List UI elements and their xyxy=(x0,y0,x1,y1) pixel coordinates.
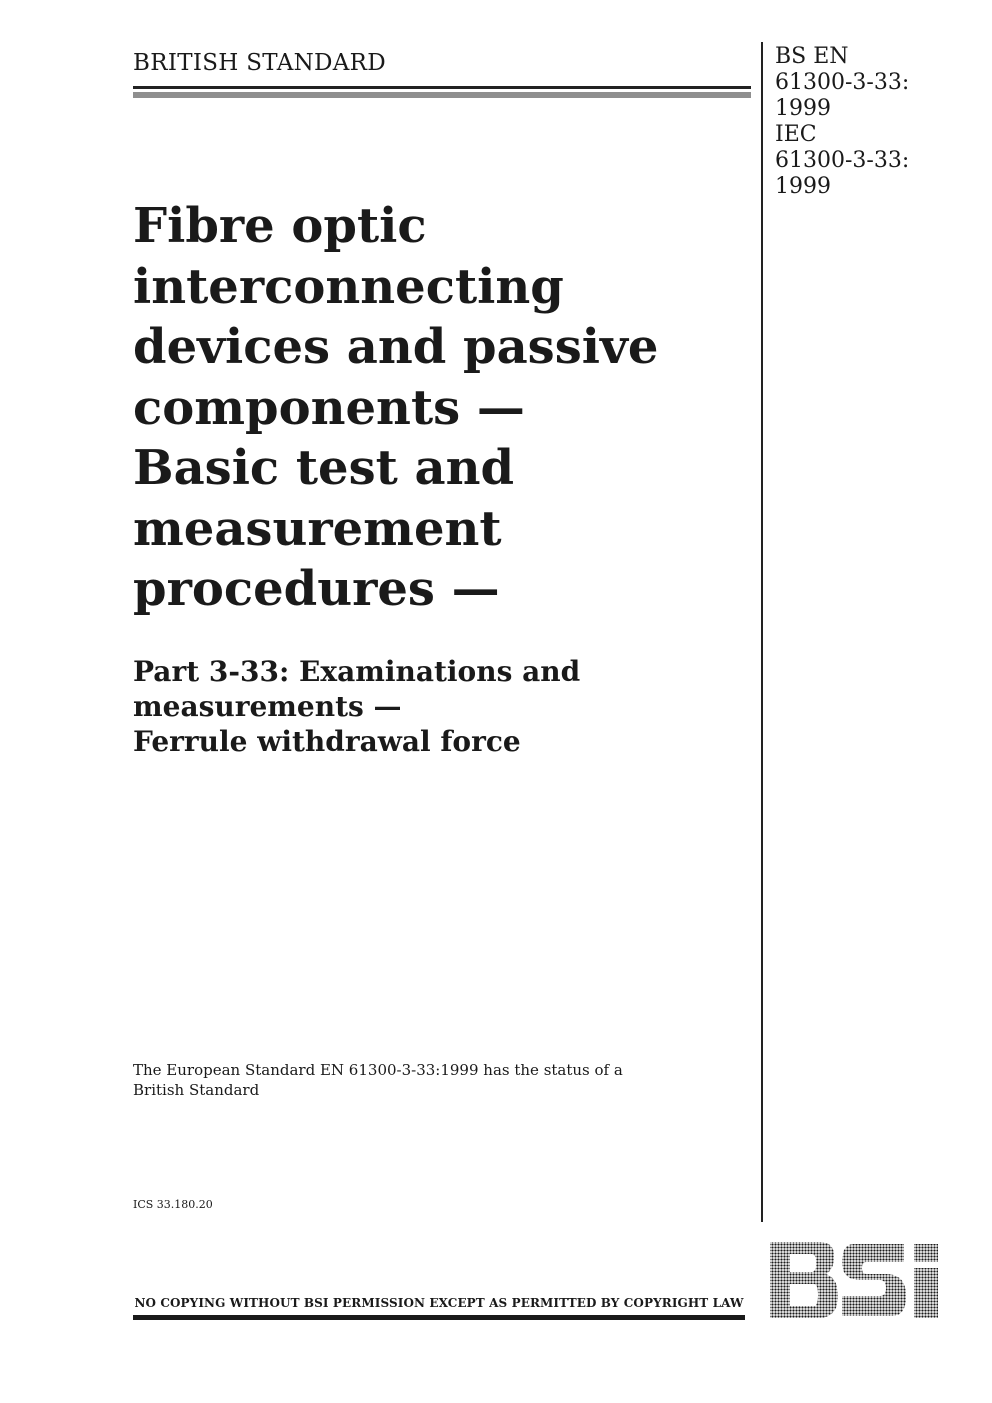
standard-id-line: BS EN xyxy=(775,44,849,69)
status-note-line: British Standard xyxy=(133,1081,260,1099)
title-line: interconnecting xyxy=(133,258,564,315)
standard-identifiers xyxy=(775,44,909,200)
publication-type-label: BRITISH STANDARD xyxy=(133,50,387,76)
title-line: procedures — xyxy=(133,561,500,617)
margin-divider xyxy=(761,42,763,1222)
part-line: Ferrule withdrawal force xyxy=(133,725,521,758)
part-line: Part 3-33: Examinations and xyxy=(133,655,581,688)
header-rule xyxy=(133,86,751,100)
status-note-line: The European Standard EN 61300-3-33:1999 has the status of a xyxy=(133,1061,623,1079)
status-note xyxy=(133,1060,693,1100)
part-line: measurements — xyxy=(133,690,402,723)
standard-id-line: 61300-3-33: xyxy=(775,148,910,173)
header-rule-thick xyxy=(133,92,751,98)
document-title xyxy=(133,196,753,620)
header-rule-thin xyxy=(133,86,751,89)
bsi-logo-icon xyxy=(768,1240,946,1320)
title-line: measurement xyxy=(133,500,502,557)
title-line: components — xyxy=(133,379,525,436)
standard-id-line: 1999 xyxy=(775,96,831,121)
title-line: Basic test and xyxy=(133,440,515,496)
part-subtitle xyxy=(133,654,753,759)
copyright-notice: NO COPYING WITHOUT BSI PERMISSION EXCEPT AS PERMITTED BY COPYRIGHT LAW xyxy=(134,1296,744,1310)
title-line: devices and passive xyxy=(133,319,659,375)
footer-rule xyxy=(133,1315,745,1320)
standard-id-line: 1999 xyxy=(775,174,831,199)
standard-id-line: IEC xyxy=(775,122,817,147)
ics-code: ICS 33.180.20 xyxy=(133,1198,213,1211)
standard-id-line: 61300-3-33: xyxy=(775,70,910,95)
title-line: Fibre optic xyxy=(133,198,427,254)
